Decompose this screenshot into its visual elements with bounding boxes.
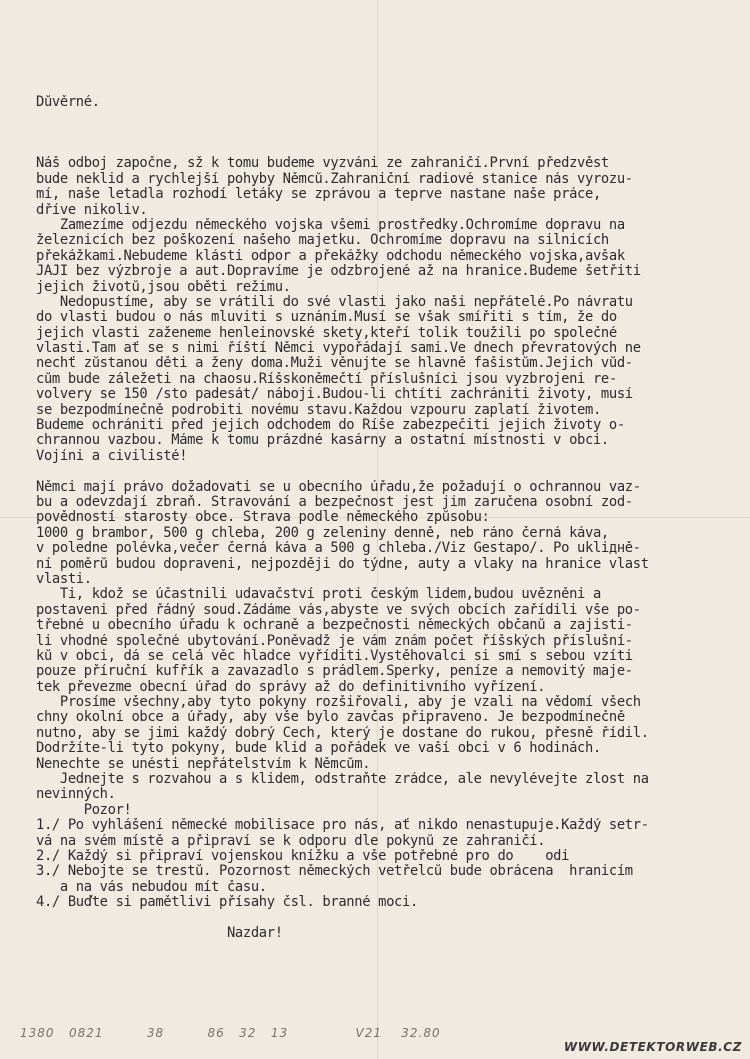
text-line: vá na svém místě a připraví se k odporu dle pokynů ze zahraničí. (36, 833, 546, 849)
text-line: Náš odboj započne, sž k tomu budeme vyzváni ze zahraničí.První předzvěst (36, 156, 609, 172)
text-line: 4./ Buďte si pamětlivi přísahy čsl. branné moci. (36, 895, 418, 911)
text-line: vlasti. (36, 571, 92, 587)
text-line: překážkami.Nebudeme klásti odpor a překážky odchodu německého vojska,avšak (36, 248, 625, 264)
text-line: li vhodné společné ubytování.Poněvadž je vám znám počet říšských příslušní- (36, 633, 633, 649)
text-line: bude neklid a rychlejší pohyby Němců.Zahraniční radiové stanice nás vyrozu- (36, 171, 633, 187)
watermark: WWW.DETEKTORWEB.CZ (563, 1040, 742, 1054)
text-line: Němci mají právo dožadovati se u obecního úřadu,že požadují o ochrannou vaz- (36, 479, 641, 495)
text-line: Nedopustíme, aby se vrátili do své vlasti jako naši nepřátelé.Po návratu (36, 294, 633, 310)
text-lines (36, 156, 726, 941)
text-line: chny okolní obce a úřady, aby vše bylo zavčas připraveno. Je bezpodmínečně (36, 710, 625, 726)
text-line: Vojíni a civilisté! (36, 448, 188, 464)
text-line: ní poměrů budou dopraveni, nejpozději do týdne, auty a vlaky na hranice vlast (36, 556, 649, 572)
text-line: jejich vlasti zaženeme henleinovské skety,kteří tolik toužili po společné (36, 325, 617, 341)
text-line: mí, naše letadla rozhodí letáky se zprávou a teprve nastane naše práce, (36, 187, 601, 203)
document-title: Důvěrné. (36, 94, 100, 110)
text-line: povědností starosty obce. Strava podle německého způsobu: (36, 510, 490, 526)
text-line: Dodržíte-li tyto pokyny, bude klid a pořádek ve vaší obci v 6 hodinách. (36, 741, 601, 757)
text-line: vlasti.Tam ať se s nimi říští Němci vypořádají sami.Ve dnech převratových ne (36, 341, 641, 357)
text-line: Nazdar! (36, 925, 283, 941)
text-line: nutno, aby se jimi každý dobrý Čech, který je dostane do rukou, přesně řídil. (36, 725, 649, 741)
text-line: Pozor! (36, 802, 132, 818)
text-line: tek převezme obecní úřad do správy až do definitivního vyřízení. (36, 679, 546, 695)
text-line: postaveni před řádný soud.Žádáme vás,abyste ve svých obcích zařídili vše po- (36, 602, 641, 618)
text-line: Budeme ochrániti před jejich odchodem do Říše zabezpečiti jejich životy o- (36, 418, 625, 434)
text-line: ků v obci, dá se celá věc hladce vyříditi.Vystěhovalci si smí s sebou vzíti (36, 648, 633, 664)
text-line: a na vás nebudou mít času. (36, 879, 267, 895)
text-line: dříve nikoliv. (36, 202, 148, 218)
text-line: třebné u obecního úřadu k ochraně a bezpečnosti německých občanů a zajisti- (36, 618, 633, 634)
typewritten-text (36, 64, 726, 972)
text-line: nechť zůstanou děti a ženy doma.Muži věnujte se hlavně fašistům.Jejich vůd- (36, 356, 633, 372)
text-line: v poledne polévka,večer černá káva a 500 g chleba./Viz Gestapo/. Po ukliднě- (36, 541, 641, 557)
text-line: pouze příruční kufřík a zavazadlo s prádlem.Šperky, peníze a nemovitý maje- (36, 664, 633, 680)
pencil-notes: 1380 0821 38 86 32 13 V21 32.80 (20, 1026, 441, 1040)
text-line: Nenechte se unésti nepřátelstvím k Němcům. (36, 756, 371, 772)
text-line: jejich životů,jsou oběti režimu. (36, 279, 291, 295)
text-line: Jednejte s rozvahou a s klidem, odstraňte zrádce, ale nevylévejte zlost na (36, 772, 649, 788)
text-line: cům bude záležeti na chaosu.Říšskoněmečtí příslušníci jsou vyzbrojeni re- (36, 371, 617, 387)
text-line: bu a odevzdají zbraň. Stravování a bezpečnost jest jim zaručena osobní zod- (36, 495, 633, 510)
text-line: 1000 g brambor, 500 g chleba, 200 g zeleniny denně, neb ráno černá káva, (36, 525, 609, 541)
text-line (36, 911, 726, 926)
text-line: 2./ Každý si připraví vojenskou knížku a vše potřebné pro do odi (36, 848, 570, 864)
text-line: nevinných. (36, 787, 116, 803)
text-line: Zamezíme odjezdu německého vojska všemi prostředky.Ochromíme dopravu na (36, 217, 625, 233)
text-line: se bezpodmínečně podrobiti novému stavu.Každou vzpouru zaplatí životem. (36, 402, 601, 418)
text-line: 3./ Nebojte se trestů. Pozornost německých vetřelců bude obrácena hranicím (36, 864, 633, 880)
text-line (36, 464, 726, 479)
text-line: železnicích bez poškození našeho majetku. Ochromíme dopravu na silnicích (36, 233, 609, 249)
text-line: chrannou vazbou. Máme k tomu prázdné kasárny a ostatní místnosti v obci. (36, 433, 609, 449)
text-line: 1./ Po vyhlášení německé mobilisace pro nás, ať nikdo nenastupuje.Každý setr- (36, 818, 649, 834)
text-line: Ti, kdož se účastnili udavačství proti českým lidem,budou uvězněni a (36, 587, 601, 603)
text-line: JAJI bez výzbroje a aut.Dopravíme je odzbrojené až na hranice.Budeme šetřiti (36, 264, 641, 280)
text-line: do vlasti budou o nás mluviti s uznáním.Musí se však smířiti s tím, že do (36, 310, 617, 326)
text-line: volvery se 150 /sto padesát/ náboji.Budou-li chtíti zachrániti životy, musí (36, 387, 633, 403)
text-line: Prosíme všechny,aby tyto pokyny rozšiřovali, aby je vzali na vědomí všech (36, 695, 641, 711)
